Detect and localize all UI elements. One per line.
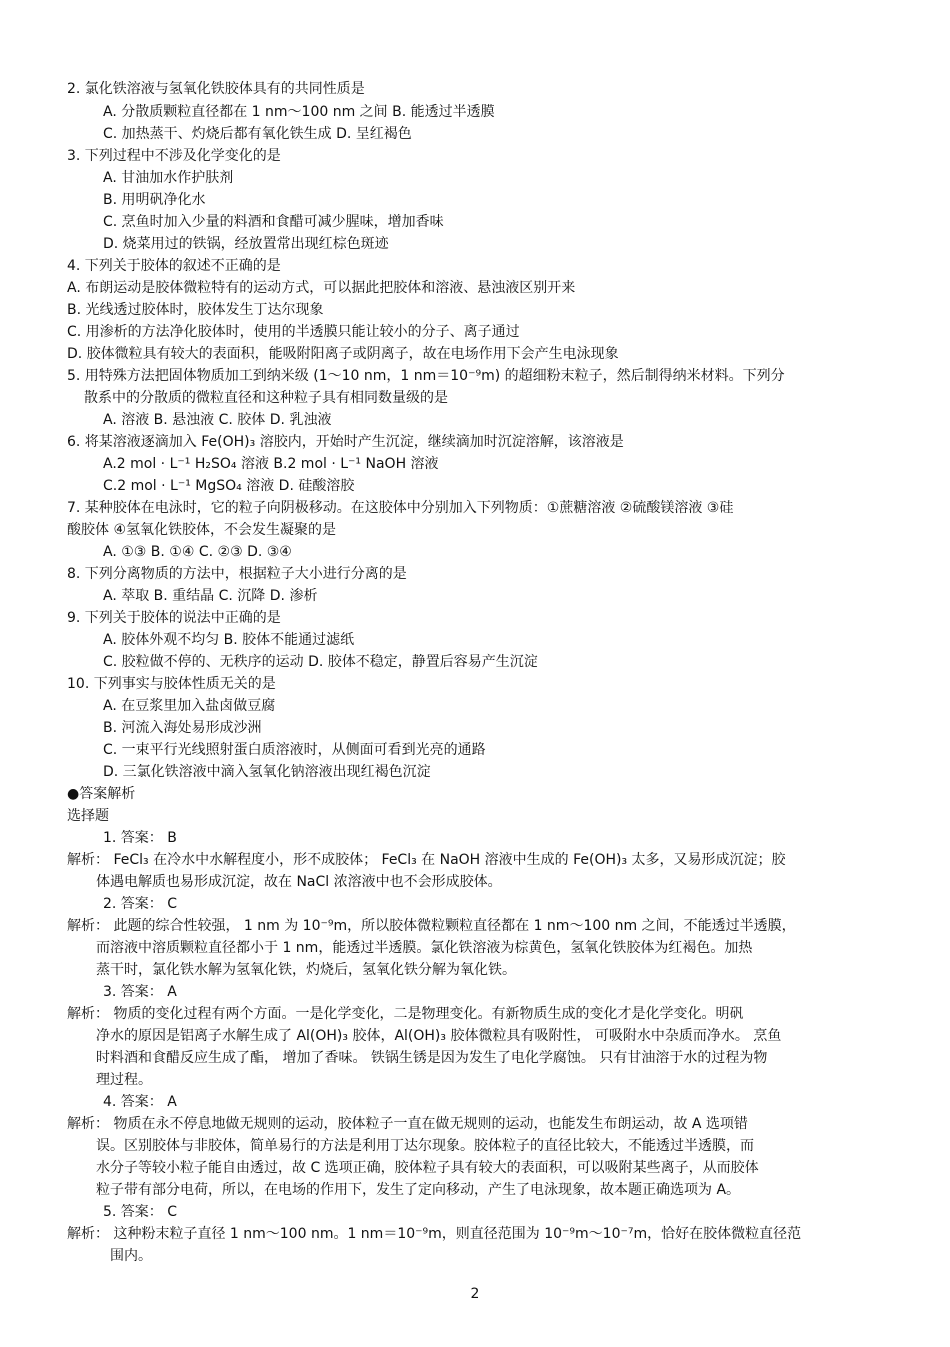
text-line: 1. 答案： B xyxy=(103,830,177,846)
text-line: A. 甘油加水作护肤剂 xyxy=(103,170,234,186)
text-line: C. 加热蒸干、灼烧后都有氧化铁生成 D. 呈红褐色 xyxy=(103,126,412,142)
text-line: 4. 答案： A xyxy=(103,1094,177,1110)
text-line: A.2 mol · L⁻¹ H₂SO₄ 溶液 B.2 mol · L⁻¹ NaOH 溶液 xyxy=(103,456,439,472)
text-line: A. 萃取 B. 重结晶 C. 沉降 D. 渗析 xyxy=(103,588,318,604)
text-line: C. 烹鱼时加入少量的料酒和食醋可减少腥味，增加香味 xyxy=(103,214,444,230)
text-line: 2. 答案： C xyxy=(103,896,178,912)
text-line: 选择题 xyxy=(67,808,109,824)
text-line: A. 溶液 B. 悬浊液 C. 胶体 D. 乳浊液 xyxy=(103,412,332,428)
text-line: 而溶液中溶质颗粒直径都小于 1 nm，能透过半透膜。氯化铁溶液为棕黄色，氢氧化铁胶体为红褐色。加热 xyxy=(96,940,753,956)
text-line: 3. 下列过程中不涉及化学变化的是 xyxy=(67,148,281,164)
page-number: 2 xyxy=(470,1286,480,1302)
text-line: 理过程。 xyxy=(96,1072,152,1088)
text-line: 解析： 物质在永不停息地做无规则的运动，胶体粒子一直在做无规则的运动，也能发生布朗运动，故 A 选项错 xyxy=(67,1116,748,1132)
text-line: 9. 下列关于胶体的说法中正确的是 xyxy=(67,610,281,626)
text-line: B. 光线透过胶体时，胶体发生丁达尔现象 xyxy=(67,302,324,318)
text-line: 4. 下列关于胶体的叙述不正确的是 xyxy=(67,258,281,274)
text-line: B. 用明矾净化水 xyxy=(103,192,206,208)
text-line: 解析： 物质的变化过程有两个方面。一是化学变化，二是物理变化。有新物质生成的变化才是化学变化。明矾 xyxy=(67,1006,744,1022)
text-line: 散系中的分散质的微粒直径和这种粒子具有相同数量级的是 xyxy=(84,390,448,406)
text-line: C. 一束平行光线照射蛋白质溶液时，从侧面可看到光亮的通路 xyxy=(103,742,486,758)
text-line: D. 三氯化铁溶液中滴入氢氧化钠溶液出现红褐色沉淀 xyxy=(103,764,431,780)
text-line: A. 在豆浆里加入盐卤做豆腐 xyxy=(103,698,276,714)
text-line: A. ①③ B. ①④ C. ②③ D. ③④ xyxy=(103,544,292,560)
text-line: 8. 下列分离物质的方法中，根据粒子大小进行分离的是 xyxy=(67,566,407,582)
text-line: 围内。 xyxy=(110,1248,152,1264)
text-line: 7. 某种胶体在电泳时，它的粒子向阴极移动。在这胶体中分别加入下列物质：①蔗糖溶液 ②硫酸镁溶液 ③硅 xyxy=(67,500,734,516)
text-line: B. 河流入海处易形成沙洲 xyxy=(103,720,262,736)
text-line: A. 布朗运动是胶体微粒特有的运动方式，可以据此把胶体和溶液、悬浊液区别开来 xyxy=(67,280,576,296)
text-line: A. 胶体外观不均匀 B. 胶体不能通过滤纸 xyxy=(103,632,355,648)
text-line: 时料酒和食醋反应生成了酯， 增加了香味。 铁锅生锈是因为发生了电化学腐蚀。 只有甘油溶于水的过程为物 xyxy=(96,1050,768,1066)
text-line: 2. 氯化铁溶液与氢氧化铁胶体具有的共同性质是 xyxy=(67,81,365,97)
text-line: 解析： FeCl₃ 在冷水中水解程度小，形不成胶体； FeCl₃ 在 NaOH 溶液中生成的 Fe(OH)₃ 太多，又易形成沉淀；胶 xyxy=(67,852,786,868)
text-line: 5. 答案： C xyxy=(103,1204,178,1220)
text-line: ●答案解析 xyxy=(67,786,136,802)
text-line: 解析： 这种粉末粒子直径 1 nm～100 nm。1 nm＝10⁻⁹m，则直径范围为 10⁻⁹m～10⁻⁷m，恰好在胶体微粒直径范 xyxy=(67,1226,802,1242)
text-line: 解析： 此题的综合性较强， 1 nm 为 10⁻⁹m，所以胶体微粒颗粒直径都在 1 nm～100 nm 之间，不能透过半透膜， xyxy=(67,918,796,934)
text-line: 蒸干时，氯化铁水解为氢氧化铁，灼烧后，氢氧化铁分解为氧化铁。 xyxy=(96,962,516,978)
text-line: C. 胶粒做不停的、无秩序的运动 D. 胶体不稳定，静置后容易产生沉淀 xyxy=(103,654,538,670)
text-line: C.2 mol · L⁻¹ MgSO₄ 溶液 D. 硅酸溶胶 xyxy=(103,478,355,494)
text-line: 体遇电解质也易形成沉淀，故在 NaCl 浓溶液中也不会形成胶体。 xyxy=(96,874,502,890)
text-line: C. 用渗析的方法净化胶体时，使用的半透膜只能让较小的分子、离子通过 xyxy=(67,324,520,340)
text-line: 净水的原因是铝离子水解生成了 Al(OH)₃ 胶体，Al(OH)₃ 胶体微粒具有吸附性， 可吸附水中杂质而净水。 烹鱼 xyxy=(96,1028,782,1044)
text-line: D. 烧菜用过的铁锅，经放置常出现红棕色斑迹 xyxy=(103,236,389,252)
text-line: 10. 下列事实与胶体性质无关的是 xyxy=(67,676,276,692)
text-line: 水分子等较小粒子能自由透过，故 C 选项正确，胶体粒子具有较大的表面积，可以吸附某些离子，从而胶体 xyxy=(96,1160,759,1176)
text-line: 误。区别胶体与非胶体，简单易行的方法是利用丁达尔现象。胶体粒子的直径比较大，不能透过半透膜，而 xyxy=(96,1138,754,1154)
text-line: 5. 用特殊方法把固体物质加工到纳米级 (1～10 nm，1 nm＝10⁻⁹m) 的超细粉末粒子，然后制得纳米材料。下列分 xyxy=(67,368,785,384)
text-line: 粒子带有部分电荷，所以，在电场的作用下，发生了定向移动，产生了电泳现象，故本题正确选项为 A。 xyxy=(96,1182,741,1198)
text-line: D. 胶体微粒具有较大的表面积，能吸附阳离子或阴离子，故在电场作用下会产生电泳现象 xyxy=(67,346,619,362)
text-line: 6. 将某溶液逐滴加入 Fe(OH)₃ 溶胶内，开始时产生沉淀，继续滴加时沉淀溶解，该溶液是 xyxy=(67,434,624,450)
text-line: 酸胶体 ④氢氧化铁胶体，不会发生凝聚的是 xyxy=(67,522,336,538)
text-line: 3. 答案： A xyxy=(103,984,177,1000)
text-line: A. 分散质颗粒直径都在 1 nm～100 nm 之间 B. 能透过半透膜 xyxy=(103,104,495,120)
